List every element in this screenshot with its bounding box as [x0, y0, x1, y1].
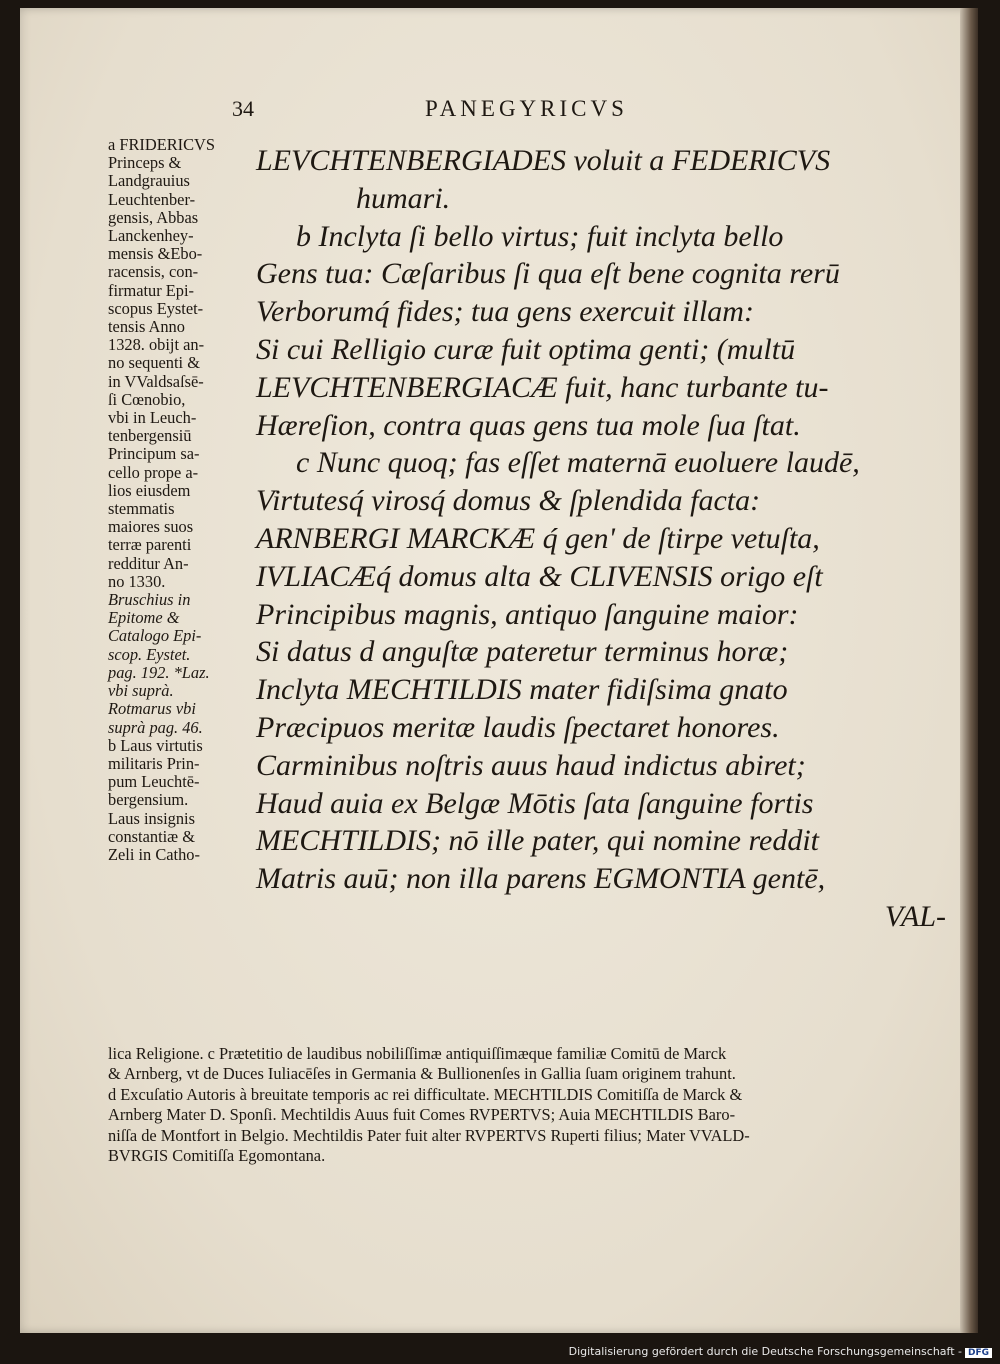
marginal-note-line: Catalogo Epi- [108, 626, 202, 646]
marginal-note-line: terræ parenti [108, 535, 192, 555]
marginal-note [108, 136, 256, 591]
marginal-note-line: cello prope a- [108, 462, 199, 482]
verse-line: Gens tua: Cæſaribus ſi qua eſt bene cognita rerū [256, 257, 840, 291]
marginal-note [108, 737, 256, 864]
marginal-note-line: stemmatis [108, 499, 175, 519]
verse-line: Hæreſion, contra quas gens tua mole ſua ſtat. [256, 408, 801, 442]
marginal-note-line: Laus insignis [108, 808, 195, 828]
marginal-note-line: tensis Anno [108, 317, 185, 337]
verse-line: Inclyta MECHTILDIS mater fidiſsima gnato [256, 673, 788, 707]
verse-line: Virtutesq́ virosq́ domus & ſplendida facta: [256, 484, 761, 518]
verse-line: humari. [356, 181, 451, 215]
marginal-notes [108, 136, 256, 864]
marginal-note-line: b Laus virtutis [108, 735, 203, 755]
marginal-note-line: vbi suprà. [108, 681, 174, 701]
dfg-logo: DFG [965, 1348, 992, 1358]
verse-line: c Nunc quoq; fas eſſet maternā euoluere laudē, [296, 446, 860, 480]
running-title: PANEGYRICVS [425, 96, 628, 121]
marginal-note-line: suprà pag. 46. [108, 717, 203, 737]
marginal-note-line: Leuchtenber- [108, 189, 196, 209]
book-page [20, 8, 978, 1333]
marginal-note-line: vbi in Leuch- [108, 408, 197, 428]
marginal-note-line: a FRIDERICVS [108, 135, 216, 154]
footnote-line: d Excuſatio Autoris à breuitate temporis ac rei difficultate. MECHTILDIS Comitiſſa de Marck & [108, 1084, 743, 1104]
marginal-note-line: Princeps & [108, 153, 182, 173]
marginal-note-line: scopus Eystet- [108, 298, 204, 318]
footnote-line: & Arnberg, vt de Duces Iuliacēſes in Germania & Bullionenſes in Gallia ſuam originem trahunt. [108, 1064, 736, 1084]
verse-line: Principibus magnis, antiquo ſanguine maior: [256, 597, 799, 631]
marginal-note-line: racensis, con- [108, 262, 199, 282]
page-number: 34 [232, 96, 254, 121]
marginal-note-line: Lanckenhey- [108, 226, 194, 246]
footnotes [108, 1044, 938, 1166]
page-edge [960, 8, 978, 1333]
verse-line: LEVCHTENBERGIACÆ fuit, hanc turbante tu- [256, 370, 829, 404]
page-header [20, 96, 978, 126]
marginal-note-line: Zeli in Catho- [108, 844, 200, 864]
digitization-credit [569, 1345, 992, 1358]
marginal-note-line: pag. 192. *Laz. [108, 662, 210, 682]
marginal-note-line: Rotmarus vbi [108, 699, 196, 719]
footnote-line: lica Religione. c Prætetitio de laudibus nobiliſſimæ antiquiſſimæque familiæ Comitū de Marck [108, 1044, 727, 1063]
marginal-note-line: militaris Prin- [108, 753, 200, 773]
footnote-line: BVRGIS Comitiſſa Egomontana. [108, 1146, 326, 1166]
verse-line: LEVCHTENBERGIADES voluit a FEDERICVS [256, 144, 831, 177]
marginal-note-line: firmatur Epi- [108, 280, 195, 300]
verse-line: ARNBERGI MARCKÆ q́ gen' de ſtirpe vetuſta, [256, 521, 820, 555]
marginal-note-line: maiores suos [108, 517, 194, 537]
verse-line: IVLIACÆq́ domus alta & CLIVENSIS origo eſt [256, 559, 823, 593]
verse-body [256, 142, 956, 936]
verse-line: Haud auia ex Belgæ Mōtis ſata ſanguine fortis [256, 786, 814, 820]
marginal-note-line: bergensium. [108, 790, 189, 810]
marginal-note-line: 1328. obijt an- [108, 335, 205, 355]
marginal-note-line: in VValdsaſsē- [108, 371, 204, 391]
verse-line: b Inclyta ſi bello virtus; fuit inclyta bello [296, 219, 784, 253]
verse-line: VAL- [884, 899, 946, 933]
marginal-note-line: Principum sa- [108, 444, 200, 464]
marginal-note [108, 591, 256, 737]
footnote-line: niſſa de Montfort in Belgio. Mechtildis Pater fuit alter RVPERTVS Ruperti filius; Mater VVALD- [108, 1125, 750, 1145]
marginal-note-line: Epitome & [108, 608, 180, 628]
marginal-note-line: Landgrauius [108, 171, 190, 191]
marginal-note-line: pum Leuchtē- [108, 772, 200, 792]
marginal-note-line: no 1330. [108, 571, 166, 591]
verse-line: Si cui Relligio curæ fuit optima genti; (multū [256, 332, 796, 366]
verse-line: Verborumq́ fides; tua gens exercuit illam: [256, 295, 754, 329]
marginal-note-line: constantiæ & [108, 826, 195, 846]
marginal-note-line: gensis, Abbas [108, 207, 199, 227]
verse-line: MECHTILDIS; nō ille pater, qui nomine reddit [256, 824, 820, 858]
marginal-note-line: mensis &Ebo- [108, 244, 203, 264]
marginal-note-line: tenbergensiū [108, 426, 192, 446]
marginal-note-line: scop. Eystet. [108, 644, 191, 664]
marginal-note-line: redditur An- [108, 553, 189, 573]
marginal-note-line: ſi Cœnobio, [108, 389, 186, 409]
marginal-note-line: lios eiusdem [108, 480, 191, 500]
verse-line: Carminibus noſtris auus haud indictus abiret; [256, 748, 806, 782]
verse-line: Matris auū; non illa parens EGMONTIA gentē, [256, 862, 826, 896]
verse-line: Si datus d anguſtæ pateretur terminus horæ; [256, 635, 789, 669]
marginal-note-line: Bruschius in [108, 590, 191, 610]
footnote-line: Arnberg Mater D. Sponſi. Mechtildis Auus fuit Comes RVPERTVS; Auia MECHTILDIS Baro- [108, 1105, 736, 1125]
credit-text: Digitalisierung gefördert durch die Deutsche Forschungsgemeinschaft - [568, 1345, 962, 1358]
verse-line: Præcipuos meritæ laudis ſpectaret honores. [256, 710, 780, 744]
marginal-note-line: no sequenti & [108, 353, 200, 373]
